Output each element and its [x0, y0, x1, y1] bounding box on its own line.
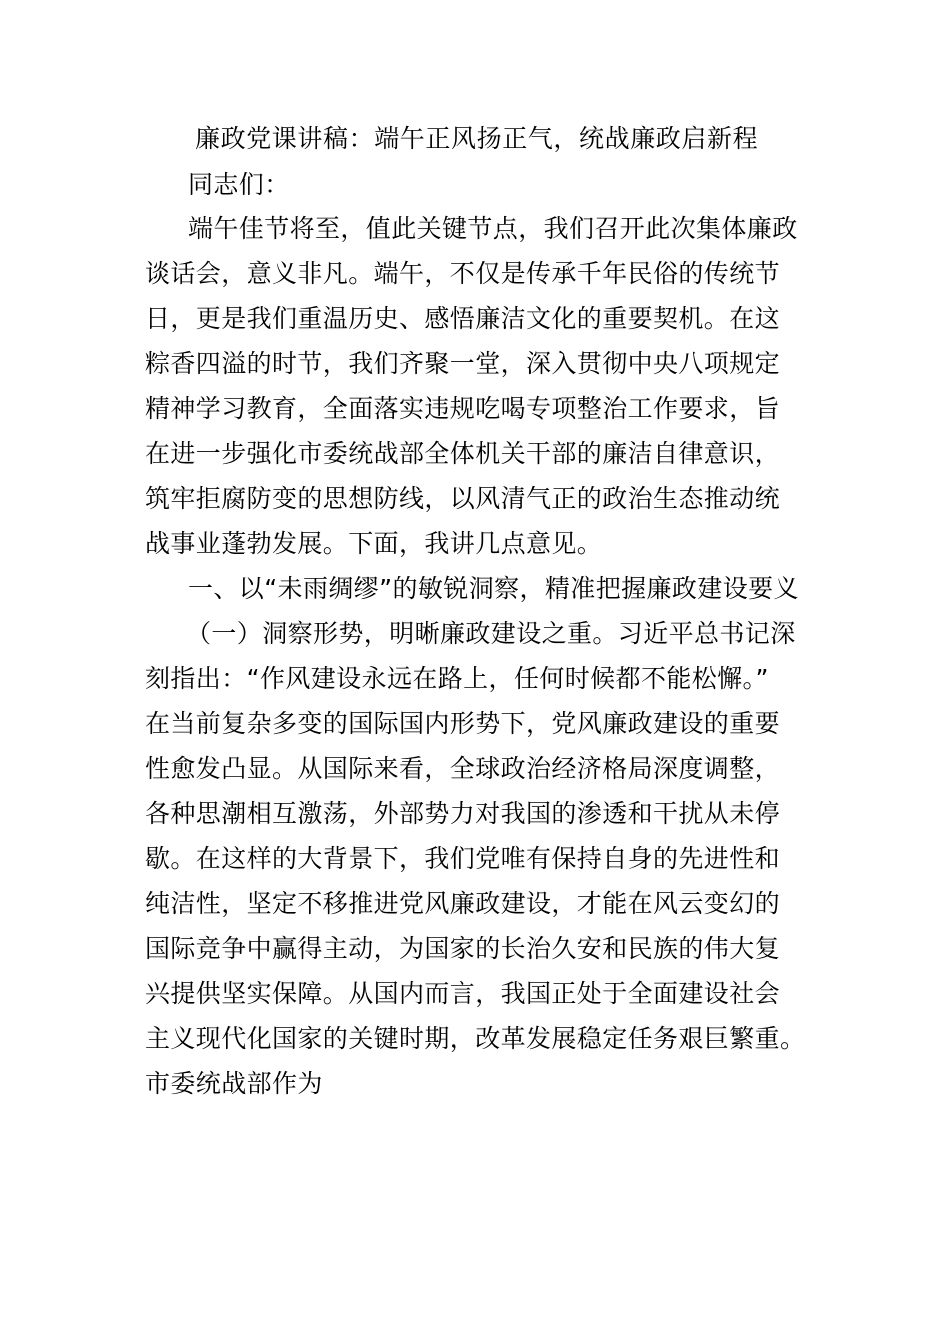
paragraph-line: 日，更是我们重温历史、感悟廉洁文化的重要契机。在这	[145, 304, 781, 333]
paragraph-line: 谈话会，意义非凡。端午，不仅是传承千年民俗的传统节	[145, 259, 781, 288]
paragraph-line: 市委统战部作为	[145, 1069, 323, 1098]
document-title: 廉政党课讲稿：端午正风扬正气，统战廉政启新程	[195, 124, 759, 153]
paragraph-line: 刻指出：“作风建设永远在路上，任何时候都不能松懈。”	[145, 664, 769, 693]
paragraph-line: 在进一步强化市委统战部全体机关干部的廉洁自律意识，	[145, 439, 781, 468]
paragraph-line: 歇。在这样的大背景下，我们党唯有保持自身的先进性和	[145, 844, 781, 873]
paragraph-line: 端午佳节将至，值此关键节点，我们召开此次集体廉政	[188, 214, 798, 243]
paragraph-line: 筑牢拒腐防变的思想防线，以风清气正的政治生态推动统	[145, 484, 781, 513]
paragraph-line: 精神学习教育，全面落实违规吃喝专项整治工作要求，旨	[145, 394, 781, 423]
paragraph-line: 各种思潮相互激荡，外部势力对我国的渗透和干扰从未停	[145, 799, 781, 828]
paragraph-line: 兴提供坚实保障。从国内而言，我国正处于全面建设社会	[145, 979, 781, 1008]
paragraph-line: 国际竞争中赢得主动，为国家的长治久安和民族的伟大复	[145, 934, 781, 963]
paragraph-line: 主义现代化国家的关键时期，改革发展稳定任务艰巨繁重。	[145, 1024, 806, 1053]
paragraph-line: 纯洁性，坚定不移推进党风廉政建设，才能在风云变幻的	[145, 889, 781, 918]
paragraph-line: 战事业蓬勃发展。下面，我讲几点意见。	[145, 529, 603, 558]
salutation: 同志们：	[188, 170, 290, 199]
paragraph-line: 在当前复杂多变的国际国内形势下，党风廉政建设的重要	[145, 709, 781, 738]
paragraph-line: （一）洞察形势，明晰廉政建设之重。习近平总书记深	[186, 619, 796, 648]
paragraph-line: 粽香四溢的时节，我们齐聚一堂，深入贯彻中央八项规定	[145, 349, 781, 378]
section-heading: 一、以“未雨绸缪”的敏锐洞察，精准把握廉政建设要义	[188, 574, 799, 603]
paragraph-line: 性愈发凸显。从国际来看，全球政治经济格局深度调整，	[145, 754, 781, 783]
